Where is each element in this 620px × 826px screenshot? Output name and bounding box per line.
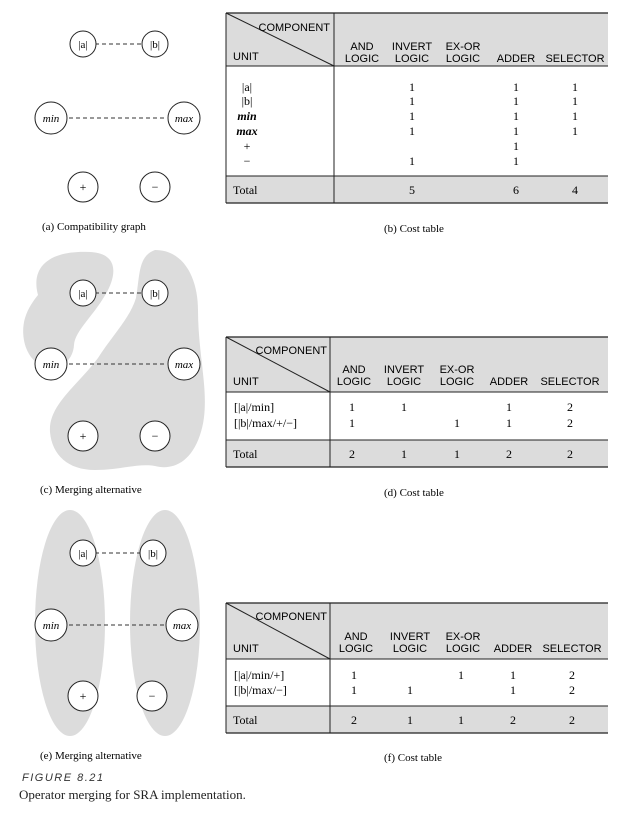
svg-text:1: 1 <box>409 80 415 94</box>
svg-text:min: min <box>237 109 257 123</box>
svg-text:[|b|/max/+/−]: [|b|/max/+/−] <box>234 416 297 430</box>
table-row <box>234 668 575 682</box>
table-caption-d: (d) Cost table <box>384 487 444 499</box>
svg-text:2: 2 <box>349 447 355 461</box>
node-plus <box>68 172 98 202</box>
col-header-selector: SELECTOR <box>545 53 605 65</box>
table-row <box>237 109 578 123</box>
svg-text:|a|: |a| <box>78 288 88 300</box>
col-header-invert: INVERT <box>391 41 433 53</box>
svg-text:1: 1 <box>409 94 415 108</box>
table-row <box>242 80 578 94</box>
col-header-invert-2: LOGIC <box>392 643 428 655</box>
svg-text:1: 1 <box>409 109 415 123</box>
node-min <box>35 609 67 641</box>
svg-text:1: 1 <box>409 124 415 138</box>
svg-text:min: min <box>42 620 60 632</box>
col-header-selector: SELECTOR <box>542 643 602 655</box>
col-header-exor-2: LOGIC <box>445 643 481 655</box>
svg-text:1: 1 <box>572 109 578 123</box>
col-header-and: AND <box>350 41 374 53</box>
figure-caption: Operator merging for SRA implementation. <box>19 787 246 802</box>
col-header-selector: SELECTOR <box>540 376 600 388</box>
node-a <box>70 31 96 57</box>
svg-text:|b|: |b| <box>148 548 158 560</box>
unit-header: UNIT <box>233 376 259 388</box>
compatibility-graph-a <box>35 31 200 233</box>
node-plus <box>68 421 98 451</box>
svg-text:|a|: |a| <box>78 39 88 51</box>
col-header-and-2: LOGIC <box>338 643 374 655</box>
svg-text:1: 1 <box>506 416 512 430</box>
table-row <box>236 124 578 138</box>
svg-text:1: 1 <box>572 124 578 138</box>
component-header: COMPONENT <box>255 611 327 623</box>
graph-caption-a: (a) Compatibility graph <box>42 221 146 233</box>
svg-text:1: 1 <box>513 80 519 94</box>
svg-text:1: 1 <box>572 94 578 108</box>
svg-text:max: max <box>172 620 192 632</box>
col-header-exor: EX-OR <box>445 631 481 643</box>
svg-text:[|a|/min]: [|a|/min] <box>234 400 275 414</box>
svg-text:−: − <box>148 689 156 703</box>
svg-text:+: + <box>79 689 87 703</box>
svg-text:1: 1 <box>458 713 464 727</box>
svg-text:1: 1 <box>409 154 415 168</box>
svg-text:1: 1 <box>454 447 460 461</box>
node-a <box>70 280 96 306</box>
svg-text:6: 6 <box>513 183 519 197</box>
svg-text:|a|: |a| <box>241 80 253 94</box>
svg-text:2: 2 <box>569 683 575 697</box>
svg-text:1: 1 <box>513 124 519 138</box>
component-header: COMPONENT <box>255 345 327 357</box>
svg-text:2: 2 <box>567 447 573 461</box>
svg-text:1: 1 <box>513 154 519 168</box>
svg-text:1: 1 <box>349 400 355 414</box>
svg-text:|b|: |b| <box>241 94 253 108</box>
svg-text:max: max <box>174 359 194 371</box>
svg-text:5: 5 <box>409 183 415 197</box>
svg-text:2: 2 <box>351 713 357 727</box>
col-header-adder: ADDER <box>489 376 529 388</box>
svg-text:1: 1 <box>513 109 519 123</box>
col-header-and: AND <box>342 364 366 376</box>
node-minus <box>140 172 170 202</box>
svg-text:1: 1 <box>349 416 355 430</box>
node-max <box>166 609 198 641</box>
merge-region-a-min <box>23 252 113 368</box>
svg-text:−: − <box>151 180 159 194</box>
svg-text:1: 1 <box>351 683 357 697</box>
table-row <box>244 154 519 168</box>
svg-text:Total: Total <box>233 713 258 727</box>
table-row <box>234 400 573 414</box>
merging-graph-e <box>35 510 200 762</box>
table-row <box>244 139 519 153</box>
col-header-invert: INVERT <box>389 631 431 643</box>
svg-text:−: − <box>243 154 251 168</box>
svg-text:1: 1 <box>458 668 464 682</box>
svg-text:max: max <box>174 113 194 125</box>
col-header-adder: ADDER <box>496 53 536 65</box>
col-header-invert-2: LOGIC <box>386 376 422 388</box>
cost-table-f <box>226 603 608 764</box>
svg-text:1: 1 <box>510 683 516 697</box>
svg-text:1: 1 <box>351 668 357 682</box>
cost-table-d <box>226 337 608 499</box>
svg-text:2: 2 <box>567 416 573 430</box>
svg-text:2: 2 <box>567 400 573 414</box>
unit-header: UNIT <box>233 643 259 655</box>
table-row <box>234 683 575 697</box>
svg-text:+: + <box>79 180 87 194</box>
svg-text:1: 1 <box>401 400 407 414</box>
svg-text:1: 1 <box>454 416 460 430</box>
graph-caption-e: (e) Merging alternative <box>40 750 142 762</box>
svg-text:−: − <box>151 429 159 443</box>
col-header-and-2: LOGIC <box>336 376 372 388</box>
node-b <box>142 280 168 306</box>
svg-text:Total: Total <box>233 447 258 461</box>
col-header-and-2: LOGIC <box>344 53 380 65</box>
col-header-invert: INVERT <box>383 364 425 376</box>
svg-text:4: 4 <box>572 183 578 197</box>
svg-text:max: max <box>236 124 258 138</box>
svg-text:1: 1 <box>510 668 516 682</box>
figure-label: FIGURE 8.21 <box>22 772 105 784</box>
svg-text:+: + <box>79 429 87 443</box>
svg-text:|b|: |b| <box>150 288 160 300</box>
node-minus <box>140 421 170 451</box>
svg-text:|b|: |b| <box>150 39 160 51</box>
table-row <box>242 94 578 108</box>
svg-text:1: 1 <box>513 139 519 153</box>
svg-text:1: 1 <box>401 447 407 461</box>
svg-text:2: 2 <box>569 668 575 682</box>
svg-text:1: 1 <box>513 94 519 108</box>
node-minus <box>137 681 167 711</box>
svg-text:2: 2 <box>510 713 516 727</box>
svg-text:2: 2 <box>506 447 512 461</box>
node-a <box>70 540 96 566</box>
svg-text:min: min <box>42 113 60 125</box>
svg-text:+: + <box>243 139 251 153</box>
col-header-exor-2: LOGIC <box>445 53 481 65</box>
node-max <box>168 348 200 380</box>
node-min <box>35 102 67 134</box>
svg-text:[|b|/max/−]: [|b|/max/−] <box>234 683 287 697</box>
svg-text:min: min <box>42 359 60 371</box>
node-b <box>142 31 168 57</box>
node-min <box>35 348 67 380</box>
svg-text:|a|: |a| <box>78 548 88 560</box>
merging-graph-c <box>23 250 205 496</box>
node-b <box>140 540 166 566</box>
col-header-exor: EX-OR <box>445 41 481 53</box>
col-header-invert-2: LOGIC <box>394 53 430 65</box>
table-row <box>234 416 573 430</box>
svg-text:2: 2 <box>569 713 575 727</box>
table-caption-f: (f) Cost table <box>384 752 443 764</box>
svg-text:1: 1 <box>407 713 413 727</box>
col-header-and: AND <box>344 631 368 643</box>
node-max <box>168 102 200 134</box>
col-header-adder: ADDER <box>493 643 533 655</box>
graph-caption-c: (c) Merging alternative <box>40 484 142 496</box>
svg-text:1: 1 <box>407 683 413 697</box>
unit-header: UNIT <box>233 51 259 63</box>
table-caption-b: (b) Cost table <box>384 223 444 235</box>
component-header: COMPONENT <box>258 22 330 34</box>
svg-text:1: 1 <box>506 400 512 414</box>
node-plus <box>68 681 98 711</box>
svg-text:Total: Total <box>233 183 258 197</box>
cost-table-b <box>226 13 608 235</box>
col-header-exor: EX-OR <box>439 364 475 376</box>
col-header-exor-2: LOGIC <box>439 376 475 388</box>
svg-text:[|a|/min/+]: [|a|/min/+] <box>234 668 285 682</box>
svg-text:1: 1 <box>572 80 578 94</box>
